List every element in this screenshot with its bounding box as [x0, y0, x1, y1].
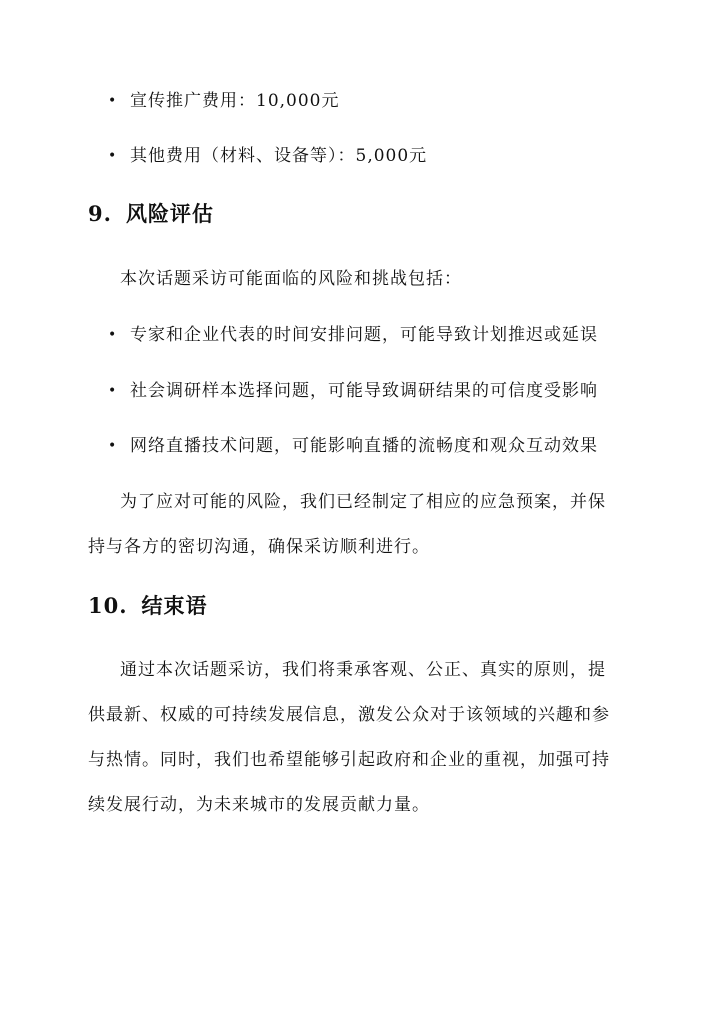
bullet-icon: • [108, 438, 117, 454]
conclusion-line: 供最新、权威的可持续发展信息，激发公众对于该领域的兴趣和参 [88, 705, 610, 725]
conclusion-line: 通过本次话题采访，我们将秉承客观、公正、真实的原则，提 [120, 660, 606, 680]
budget-item-text: 其他费用（材料、设备等）：5,000元 [130, 146, 428, 166]
bullet-icon: • [108, 383, 117, 399]
risk-closing-line: 持与各方的密切沟通，确保采访顺利进行。 [88, 537, 430, 557]
section-heading-risk [88, 197, 214, 231]
budget-item [0, 141, 720, 171]
section-number: 9. [88, 201, 112, 226]
section-title: 风险评估 [125, 201, 214, 226]
risk-closing-line: 为了应对可能的风险，我们已经制定了相应的应急预案，并保 [120, 492, 606, 512]
section-number: 10. [88, 593, 128, 618]
risk-item [0, 431, 720, 461]
budget-item [0, 86, 720, 116]
budget-item-text: 宣传推广费用：10,000元 [130, 91, 340, 111]
risk-item-text: 网络直播技术问题，可能影响直播的流畅度和观众互动效果 [130, 436, 598, 456]
conclusion-line: 续发展行动，为未来城市的发展贡献力量。 [88, 795, 430, 815]
risk-item-text: 专家和企业代表的时间安排问题，可能导致计划推迟或延误 [130, 325, 598, 345]
risk-intro: 本次话题采访可能面临的风险和挑战包括： [120, 269, 462, 289]
bullet-icon: • [108, 327, 117, 343]
risk-item [0, 376, 720, 406]
risk-item-text: 社会调研样本选择问题，可能导致调研结果的可信度受影响 [130, 381, 598, 401]
risk-item [0, 320, 720, 350]
section-title: 结束语 [141, 593, 208, 618]
conclusion-line: 与热情。同时，我们也希望能够引起政府和企业的重视，加强可持 [88, 750, 610, 770]
section-heading-conclusion [88, 589, 208, 623]
bullet-icon: • [108, 93, 117, 109]
bullet-icon: • [108, 148, 117, 164]
